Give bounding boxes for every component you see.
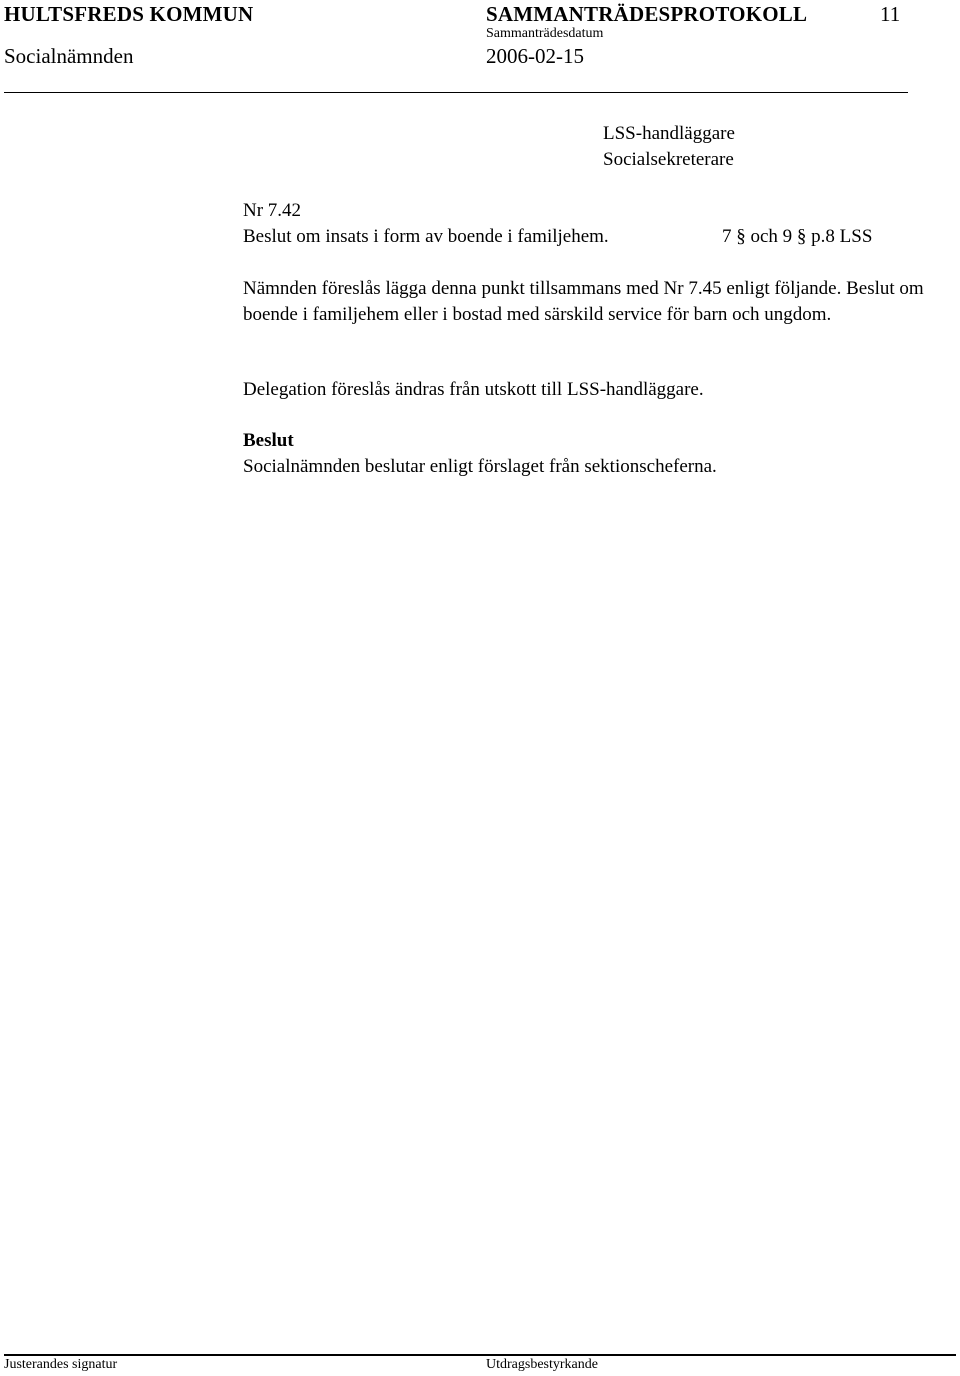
decision-text: Socialnämnden beslutar enligt förslaget från sektionscheferna. [243,456,717,477]
recipient-list [603,121,735,173]
header-divider [4,92,908,93]
delegation-paragraph: Delegation föreslås ändras från utskott till LSS-handläggare. [243,379,704,400]
document-type: SAMMANTRÄDESPROTOKOLL [486,2,808,26]
item-title: Beslut om insats i form av boende i familjehem. [243,226,609,247]
decision-heading: Beslut [243,430,294,451]
recipient-item: Socialsekreterare [603,149,734,170]
date-label: Sammanträdesdatum [486,26,604,41]
law-reference: 7 § och 9 § p.8 LSS [722,226,873,247]
certification-label: Utdragsbestyrkande [486,1357,598,1372]
footer-divider [4,1354,956,1356]
signature-label: Justerandes signatur [4,1357,118,1372]
item-number: Nr 7.42 [243,200,302,221]
meeting-date: 2006-02-15 [486,44,584,68]
proposal-paragraph: Nämnden föreslås lägga denna punkt tillsammans med Nr 7.45 enligt följande. Beslut om boende i familjehem eller i bostad med särskild service för barn och ungdom. [243,278,924,325]
decision-section [243,428,717,480]
department-name: Socialnämnden [4,44,134,68]
page-number: 11 [880,2,901,26]
organization-name: HULTSFREDS KOMMUN [4,2,254,26]
recipient-item: LSS-handläggare [603,123,735,144]
